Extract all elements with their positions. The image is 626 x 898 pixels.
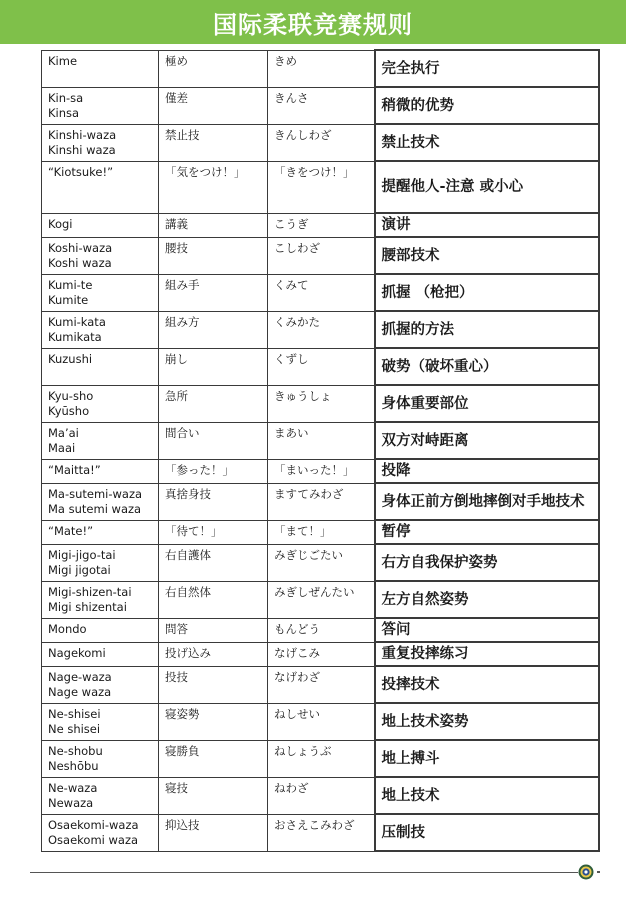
romaji-term: Kin-sa [48,90,84,105]
table-row [42,213,599,237]
kana-cell: こうぎ [268,213,375,237]
kanji-cell: 右自然体 [159,581,268,618]
chinese-cell: 抓握的方法 [375,311,599,348]
romaji-cell [42,274,159,311]
table-row [42,618,599,642]
romaji-cell [42,385,159,422]
romaji-cell [42,422,159,459]
chinese-cell: 压制技 [375,814,599,851]
chinese-cell: 地上技术 [375,777,599,814]
kana-cell: ねしせい [268,703,375,740]
romaji-cell [42,348,159,385]
kanji-cell: 寝技 [159,777,268,814]
kanji-cell: 投げ込み [159,642,268,666]
romaji-term: Osaekomi-waza [48,817,139,832]
kanji-cell: 講義 [159,213,268,237]
kana-cell: きんさ [268,87,375,124]
chinese-cell: 演讲 [375,213,599,237]
chinese-cell: 稍微的优势 [375,87,599,124]
romaji-term: Mondo [48,621,87,636]
chinese-cell: 右方自我保护姿势 [375,544,599,581]
table-row [42,483,599,520]
romaji-cell [42,814,159,851]
table-row [42,544,599,581]
kanji-cell: 崩し [159,348,268,385]
romaji-cell [42,311,159,348]
kanji-cell: 寝勝負 [159,740,268,777]
kanji-cell: 「気をつけ！」 [159,161,268,213]
table-row [42,274,599,311]
kana-cell: 「まて！」 [268,520,375,544]
romaji-cell [42,618,159,642]
kanji-cell: 腰技 [159,237,268,274]
kana-cell: 「まいった！」 [268,459,375,483]
romaji-cell [42,50,159,87]
romaji-cell [42,777,159,814]
romaji-term: Ma-sutemi-waza [48,486,143,501]
chinese-cell: 左方自然姿势 [375,581,599,618]
romaji-term: Ma’ai [48,425,79,440]
romaji-term: Kumite [48,292,89,307]
header-bar [0,0,626,44]
kanji-cell: 間合い [159,422,268,459]
kanji-cell: 極め [159,50,268,87]
chinese-cell: 身体正前方倒地摔倒对手地技术 [375,483,599,520]
chinese-cell: 双方对峙距离 [375,422,599,459]
kanji-cell: 真捨身技 [159,483,268,520]
romaji-cell [42,642,159,666]
romaji-term: Neshōbu [48,758,99,773]
romaji-term: “Kiotsuke!” [48,164,114,179]
chinese-cell: 地上技术姿势 [375,703,599,740]
romaji-cell [42,703,159,740]
kana-cell: くみかた [268,311,375,348]
romaji-cell [42,161,159,213]
romaji-term: Kyūsho [48,403,90,418]
romaji-term: Ne shisei [48,721,101,736]
kanji-cell: 組み方 [159,311,268,348]
kana-cell: 「きをつけ！」 [268,161,375,213]
chinese-cell: 暂停 [375,520,599,544]
kana-cell: なげこみ [268,642,375,666]
romaji-term: Kumi-te [48,277,93,292]
table-row [42,50,599,87]
romaji-term: Nagekomi [48,645,106,660]
footer-mark [597,871,600,873]
chinese-cell: 抓握 （枪把） [375,274,599,311]
romaji-term: Migi jigotai [48,562,111,577]
romaji-term: Nage-waza [48,669,112,684]
kanji-cell: 僅差 [159,87,268,124]
kanji-cell: 寝姿勢 [159,703,268,740]
romaji-term: Ma sutemi waza [48,501,142,516]
chinese-cell: 禁止技术 [375,124,599,161]
romaji-term: Kinshi waza [48,142,116,157]
romaji-cell [42,237,159,274]
romaji-cell [42,87,159,124]
table-row [42,161,599,213]
footer-divider [30,872,578,873]
chinese-cell: 提醒他人-注意 或小心 [375,161,599,213]
kana-cell: こしわざ [268,237,375,274]
romaji-term: “Mate!” [48,523,94,538]
romaji-term: Kuzushi [48,351,93,366]
table-row [42,642,599,666]
kanji-cell: 「待て！」 [159,520,268,544]
kana-cell: きんしわざ [268,124,375,161]
chinese-cell: 投摔技术 [375,666,599,703]
table-row [42,666,599,703]
chinese-cell: 重复投摔练习 [375,642,599,666]
romaji-term: Newaza [48,795,94,810]
romaji-cell [42,483,159,520]
kana-cell: くみて [268,274,375,311]
table-row [42,422,599,459]
kanji-cell: 急所 [159,385,268,422]
kana-cell: きゅうしょ [268,385,375,422]
chinese-cell: 腰部技术 [375,237,599,274]
romaji-term: Migi shizentai [48,599,127,614]
kana-cell: ねしょうぶ [268,740,375,777]
romaji-term: Osaekomi waza [48,832,139,847]
kana-cell: ますてみわざ [268,483,375,520]
kana-cell: きめ [268,50,375,87]
kana-cell: みぎじごたい [268,544,375,581]
romaji-cell [42,666,159,703]
romaji-cell [42,124,159,161]
glossary-table [41,49,600,852]
table-row [42,348,599,385]
romaji-term: Kinsa [48,105,80,120]
kana-cell: なげわざ [268,666,375,703]
page-title: 国际柔联竞赛规则 [213,10,413,39]
ijf-emblem-icon [578,864,594,880]
table-row [42,124,599,161]
table-row [42,87,599,124]
romaji-cell [42,740,159,777]
chinese-cell: 身体重要部位 [375,385,599,422]
table-row [42,520,599,544]
kana-cell: ねわざ [268,777,375,814]
romaji-cell [42,581,159,618]
romaji-term: Migi-jigo-tai [48,547,116,562]
romaji-term: Ne-shobu [48,743,103,758]
table-row [42,740,599,777]
table-row [42,385,599,422]
kanji-cell: 右自護体 [159,544,268,581]
kana-cell: みぎしぜんたい [268,581,375,618]
romaji-term: Ne-waza [48,780,98,795]
chinese-cell: 完全执行 [375,50,599,87]
kanji-cell: 組み手 [159,274,268,311]
romaji-term: Kyu-sho [48,388,94,403]
romaji-term: Kumikata [48,329,102,344]
romaji-term: Kumi-kata [48,314,106,329]
romaji-term: Maai [48,440,76,455]
romaji-term: Migi-shizen-tai [48,584,132,599]
table-row [42,703,599,740]
romaji-cell [42,459,159,483]
table-row [42,311,599,348]
glossary-body [42,50,599,851]
romaji-term: Koshi-waza [48,240,113,255]
kanji-cell: 抑込技 [159,814,268,851]
romaji-term: Kogi [48,216,73,231]
kana-cell: おさえこみわざ [268,814,375,851]
kana-cell: まあい [268,422,375,459]
table-row [42,814,599,851]
kanji-cell: 「参った！」 [159,459,268,483]
chinese-cell: 投降 [375,459,599,483]
chinese-cell: 地上搏斗 [375,740,599,777]
romaji-term: “Maitta!” [48,462,101,477]
table-row [42,777,599,814]
table-row [42,237,599,274]
romaji-cell [42,213,159,237]
romaji-cell [42,544,159,581]
romaji-term: Koshi waza [48,255,112,270]
romaji-term: Nage waza [48,684,112,699]
kanji-cell: 問答 [159,618,268,642]
romaji-term: Ne-shisei [48,706,101,721]
kanji-cell: 禁止技 [159,124,268,161]
romaji-term: Kinshi-waza [48,127,117,142]
kana-cell: くずし [268,348,375,385]
romaji-term: Kime [48,53,78,68]
romaji-cell [42,520,159,544]
chinese-cell: 答问 [375,618,599,642]
kana-cell: もんどう [268,618,375,642]
table-row [42,581,599,618]
table-row [42,459,599,483]
chinese-cell: 破势（破坏重心） [375,348,599,385]
kanji-cell: 投技 [159,666,268,703]
